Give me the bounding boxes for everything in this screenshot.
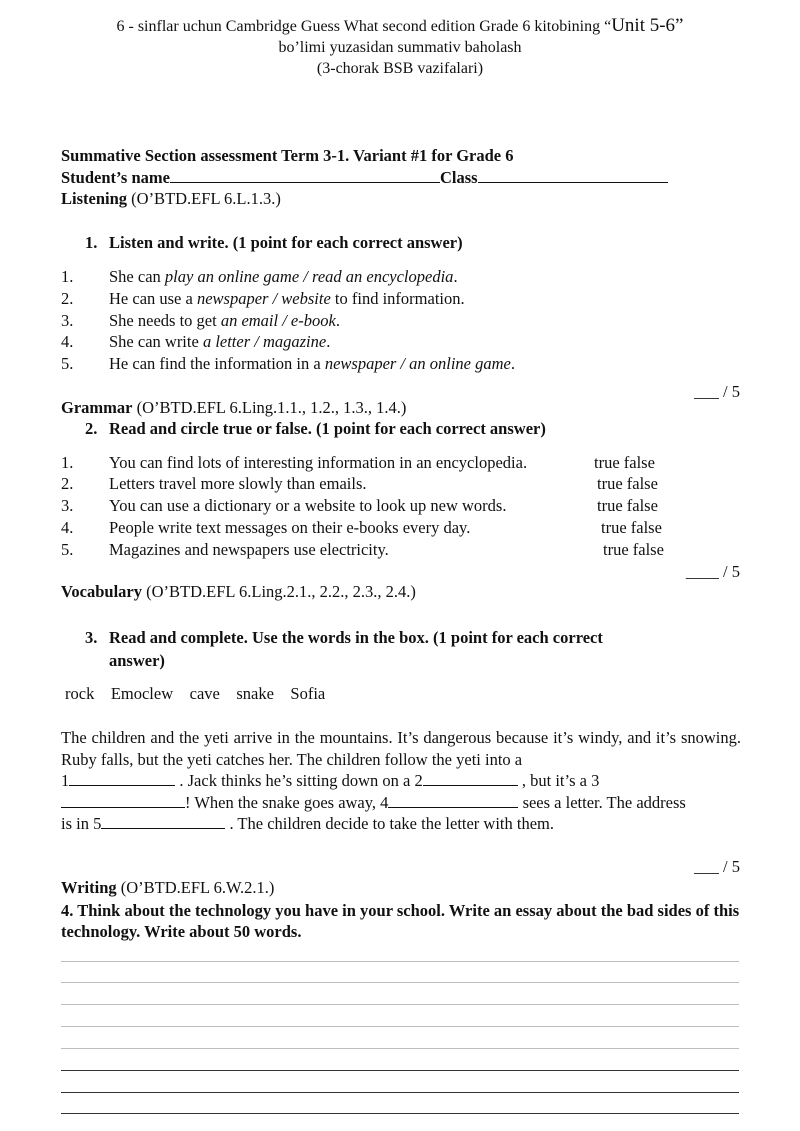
true-false-choice[interactable]: true false: [603, 540, 664, 559]
blank-2[interactable]: [423, 771, 518, 786]
student-name-label: Student’s name: [61, 168, 170, 187]
writing-line[interactable]: [61, 1070, 739, 1071]
true-false-choice[interactable]: true false: [594, 453, 655, 472]
true-false-choice[interactable]: true false: [597, 496, 658, 515]
writing-line[interactable]: [61, 1048, 739, 1049]
vocabulary-heading: [61, 582, 416, 602]
grammar-code: (O’BTD.EFL 6.Ling.1.1., 1.2., 1.3., 1.4.): [132, 398, 407, 417]
vocabulary-task: 3. Read and complete. Use the words in the box. (1 point for each correct answer): [85, 628, 603, 670]
cloze-line: ! When the snake goes away, 4 sees a letter. The address: [61, 792, 741, 814]
list-item-number: 3.: [61, 496, 74, 515]
true-false-choice[interactable]: true false: [597, 474, 658, 493]
student-name-row: [61, 168, 668, 188]
word-box: rock Emoclew cave snake Sofia: [65, 684, 326, 703]
unit-label: Unit 5-6”: [611, 15, 684, 36]
grammar-task: 2. Read and circle true or false. (1 point for each correct answer): [85, 419, 546, 438]
list-item: He can find the information in a newspaper / an online game.: [109, 354, 515, 373]
list-item: You can use a dictionary or a website to look up new words.: [109, 496, 507, 515]
writing-line[interactable]: [61, 961, 739, 962]
blank-4[interactable]: [388, 793, 518, 808]
listening-task: 1. Listen and write. (1 point for each correct answer): [85, 233, 463, 252]
header-line-2: bo’limi yuzasidan summativ baholash: [278, 39, 522, 56]
writing-code: (O’BTD.EFL 6.W.2.1.): [116, 878, 275, 897]
list-item: He can use a newspaper / website to find information.: [109, 289, 465, 308]
class-label: Class: [439, 168, 478, 187]
writing-line[interactable]: [61, 1004, 739, 1005]
cloze-paragraph: [61, 727, 741, 835]
list-item-number: 2.: [61, 474, 74, 493]
listening-score: ___ / 5: [694, 382, 740, 401]
listening-heading: [61, 189, 281, 209]
listening-code: (O’BTD.EFL 6.L.1.3.): [127, 189, 281, 208]
list-item-number: 5.: [61, 540, 74, 559]
vocabulary-code: (O’BTD.EFL 6.Ling.2.1., 2.2., 2.3., 2.4.): [142, 582, 416, 601]
list-item: She needs to get an email / e-book.: [109, 311, 340, 330]
true-false-choice[interactable]: true false: [601, 518, 662, 537]
blank-3[interactable]: [61, 793, 185, 808]
list-item-number: 2.: [61, 289, 74, 308]
list-item-number: 3.: [61, 311, 74, 330]
grammar-heading: [61, 398, 406, 418]
list-item-number: 5.: [61, 354, 74, 373]
list-item: People write text messages on their e-books every day.: [109, 518, 471, 537]
list-item: Letters travel more slowly than emails.: [109, 474, 367, 493]
list-item-number: 1.: [61, 267, 74, 286]
list-item-number: 1.: [61, 453, 74, 472]
writing-label: Writing: [61, 878, 117, 897]
writing-heading: [61, 878, 274, 898]
blank-1[interactable]: [69, 771, 175, 786]
writing-line[interactable]: [61, 1092, 739, 1093]
blank-5[interactable]: [101, 814, 225, 829]
writing-line[interactable]: [61, 1026, 739, 1027]
cloze-line: is in 5 . The children decide to take the letter with them.: [61, 814, 555, 834]
cloze-line: 1 . Jack thinks he’s sitting down on a 2 , but it’s a 3: [61, 771, 600, 791]
list-item-number: 4.: [61, 518, 74, 537]
header-line-1: 6 - sinflar uchun Cambridge Guess What second edition Grade 6 kitobining “Unit 5-6”: [116, 15, 684, 36]
writing-line[interactable]: [61, 982, 739, 983]
list-item: She can play an online game / read an encyclopedia.: [109, 267, 458, 286]
writing-line[interactable]: [61, 1113, 739, 1114]
list-item-number: 4.: [61, 332, 74, 351]
vocabulary-label: Vocabulary: [61, 582, 142, 601]
header-line-3: (3-chorak BSB vazifalari): [316, 60, 484, 77]
cloze-line: The children and the yeti arrive in the mountains. It’s dangerous because it’s windy, and it’s snowing. Ruby falls, but the yeti catches her. The children follow the yeti into a: [61, 728, 741, 769]
vocabulary-score: ___ / 5: [694, 857, 740, 876]
list-item: Magazines and newspapers use electricity.: [109, 540, 389, 559]
writing-task: 4. Think about the technology you have in your school. Write an essay about the bad sides of this technology. Write about 50 words.: [61, 901, 740, 941]
document-header: [0, 15, 800, 79]
student-name-field[interactable]: [170, 168, 440, 183]
list-item: She can write a letter / magazine.: [109, 332, 331, 351]
listening-label: Listening: [61, 189, 128, 208]
class-field[interactable]: [478, 168, 668, 183]
list-item: You can find lots of interesting information in an encyclopedia.: [109, 453, 528, 472]
grammar-label: Grammar: [61, 398, 133, 417]
grammar-score: ____ / 5: [685, 562, 740, 581]
assessment-title: Summative Section assessment Term 3-1. Variant #1 for Grade 6: [61, 146, 514, 165]
